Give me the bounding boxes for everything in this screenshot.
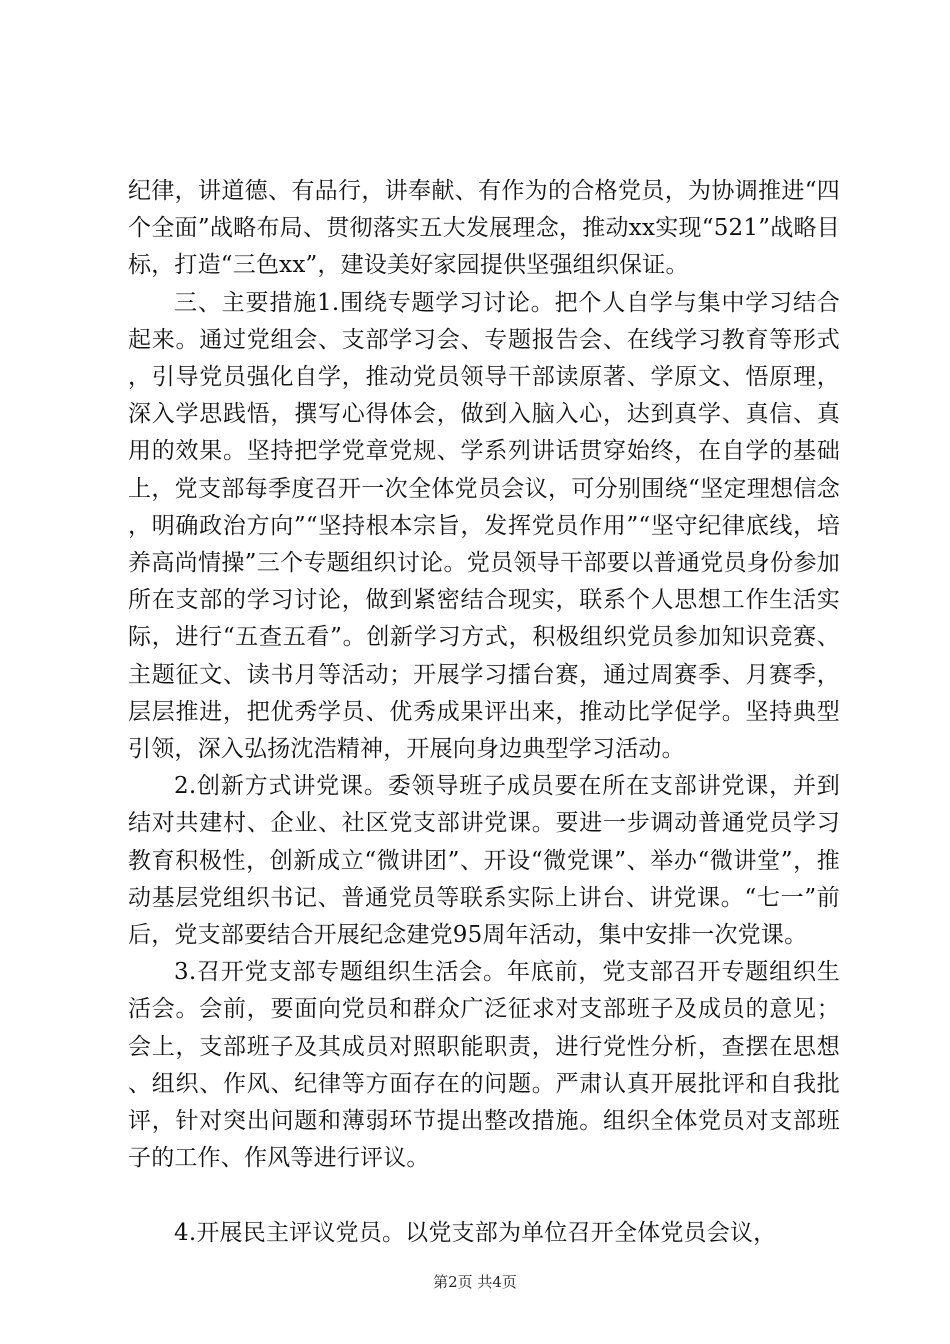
paragraph-party-lecture: 2.创新方式讲党课。委领导班子成员要在所在支部讲党课，并到结对共建村、企业、社区党支部讲党课。要进一步调动普通党员学习教育积极性，创新成立“微讲团”、开设“微党课”、举办“微讲堂”，推动基层党组织书记、普通党员等联系实际上讲台、讲党课。“七一”前后，党支部要结合开展纪念建党95周年活动，集中安排一次党课。 <box>128 773 840 949</box>
document-body <box>128 173 840 1253</box>
paragraph-life-meeting: 3.召开党支部专题组织生活会。年底前，党支部召开专题组织生活会。会前，要面向党员和群众广泛征求对支部班子及成员的意见；会上，支部班子及其成员对照职能职责，进行党性分析，查摆在思想、组织、作风、纪律等方面存在的问题。严肃认真开展批评和自我批评，针对突出问题和薄弱环节提出整改措施。组织全体党员对支部班子的工作、作风等进行评议。 <box>128 959 840 1172</box>
paragraph-main-measures: 三、主要措施1.围绕专题学习讨论。把个人自学与集中学习结合起来。通过党组会、支部学习会、专题报告会、在线学习教育等形式，引导党员强化自学，推动党员领导干部读原著、学原文、悟原理，深入学思践悟，撰写心得体会，做到入脑入心，达到真学、真信、真用的效果。坚持把学党章党规、学系列讲话贯穿始终，在自学的基础上，党支部每季度召开一次全体党员会议，可分别围绕“坚定理想信念，明确政治方向”“坚持根本宗旨，发挥党员作用”“坚守纪律底线，培养高尚情操”三个专题组织讨论。党员领导干部要以普通党员身份参加所在支部的学习讨论，做到紧密结合现实，联系个人思想工作生活实际，进行“五查五看”。创新学习方式，积极组织党员参加知识竞赛、主题征文、读书月等活动；开展学习擂台赛，通过周赛季、月赛季，层层推进，把优秀学员、优秀成果评出来，推动比学促学。坚持典型引领，深入弘扬沈浩精神，开展向身边典型学习活动。 <box>128 289 840 763</box>
paragraph-continuation: 纪律，讲道德、有品行，讲奉献、有作为的合格党员，为协调推进“四个全面”战略布局、贯彻落实五大发展理念，推动xx实现“521”战略目标，打造“三色xx”，建设美好家园提供坚强组织保证。 <box>128 178 840 279</box>
page-number-footer: 第2页 共4页 <box>433 1273 517 1291</box>
paragraph-democratic-review: 4.开展民主评议党员。以党支部为单位召开全体党员会议， <box>174 1220 777 1247</box>
